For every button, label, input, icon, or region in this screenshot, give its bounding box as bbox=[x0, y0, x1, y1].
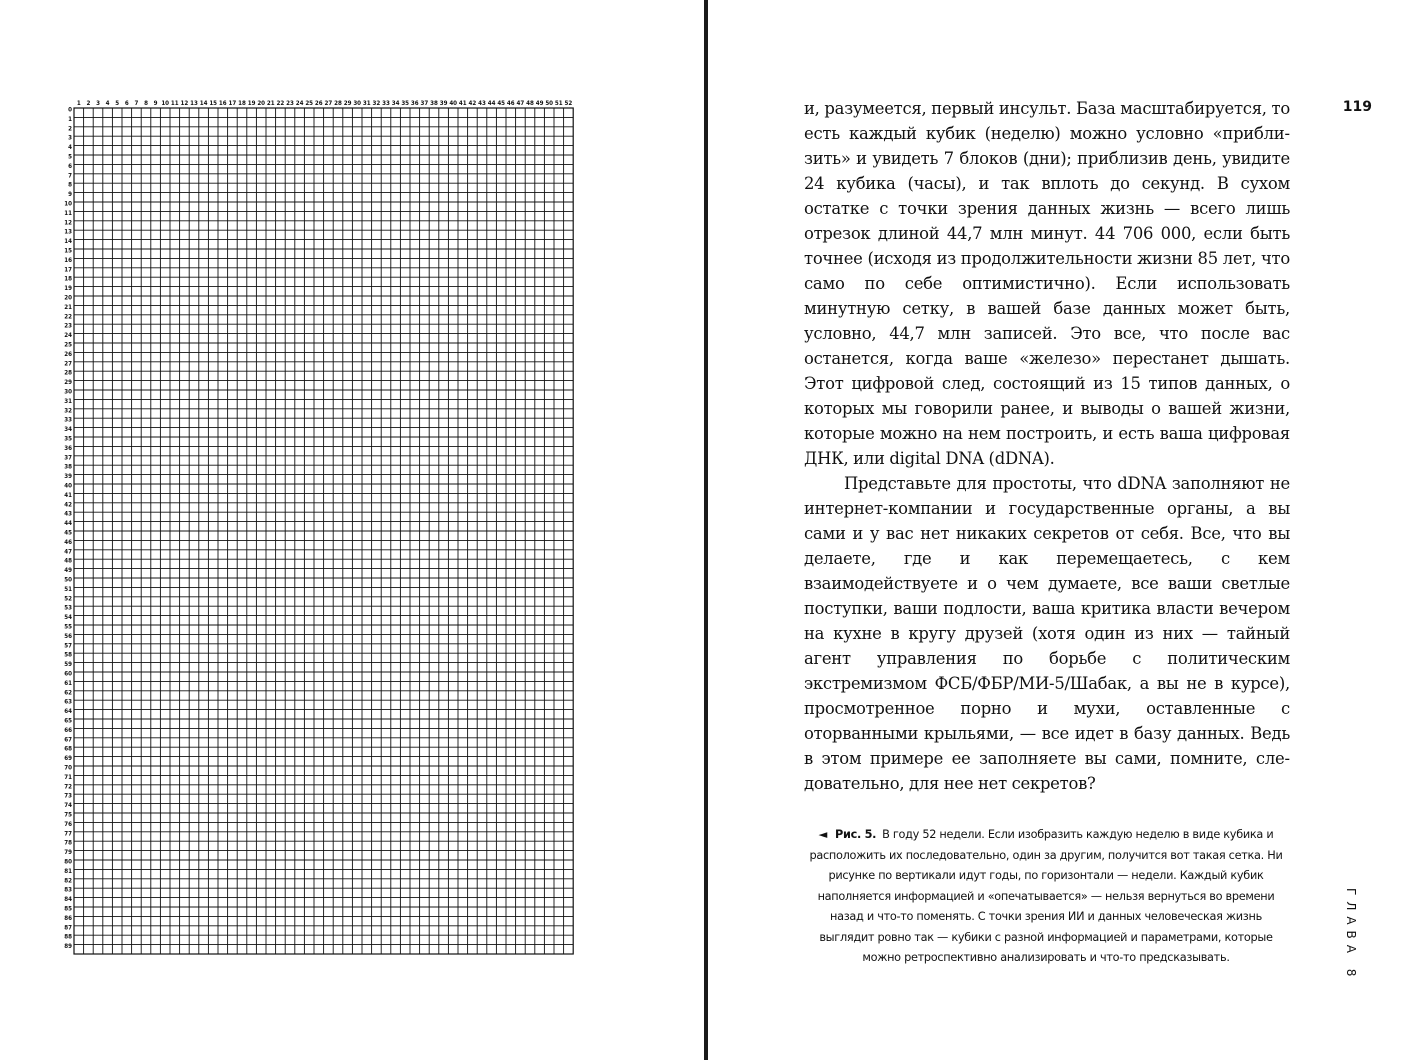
week-tick-label: 42 bbox=[468, 100, 477, 107]
week-tick-label: 19 bbox=[247, 100, 256, 107]
year-tick-label: 60 bbox=[64, 670, 72, 678]
page-number: 119 bbox=[1342, 99, 1372, 115]
week-tick-label: 16 bbox=[218, 100, 227, 107]
year-tick-label: 31 bbox=[64, 397, 72, 405]
year-tick-label: 89 bbox=[64, 943, 72, 951]
year-tick-label: 34 bbox=[64, 426, 72, 434]
year-tick-label: 43 bbox=[64, 510, 72, 518]
year-tick-label: 16 bbox=[64, 256, 72, 264]
year-tick-label: 61 bbox=[64, 679, 72, 687]
year-tick-label: 19 bbox=[64, 285, 72, 293]
week-tick-label: 32 bbox=[372, 100, 381, 107]
year-tick-label: 74 bbox=[64, 802, 72, 810]
week-tick-label: 52 bbox=[564, 100, 573, 107]
year-tick-label: 55 bbox=[64, 623, 72, 631]
year-tick-label: 54 bbox=[64, 614, 72, 622]
year-tick-label: 72 bbox=[64, 783, 72, 791]
year-tick-label: 27 bbox=[64, 360, 72, 368]
year-tick-label: 83 bbox=[64, 886, 72, 894]
year-tick-label: 12 bbox=[64, 219, 72, 227]
paragraph-1: и, разумеется, первый инсульт. База масштабируется, то есть каждый кубик (неделю) можно условно «приблизить» и увидеть 7 блоков (дни); приблизив день, увидите 24 кубика (часы), и так вплоть до секунд. В сухом остатке с точки зрения данных жизнь — всего лишь отрезок длиной 44,7 млн минут. 44 706 000, если быть точнее (исходя из продолжительности жизни 85 лет, что само по себе оптимистично). Если использовать минутную сетку, в вашей базе данных может быть, условно, 44,7 млн записей. Это все, что после вас останется, когда ваше «железо» перестанет дышать. Этот цифровой след, состоящий из 15 типов данных, о которых мы говорили ранее, и выводы о вашей жизни, которые можно на нем построить, и есть ваша цифровая ДНК, или digital DNA (dDNA). bbox=[804, 99, 1290, 468]
week-tick-label: 26 bbox=[314, 100, 323, 107]
week-tick-label: 40 bbox=[449, 100, 458, 107]
week-tick-label: 13 bbox=[190, 100, 198, 107]
week-tick-label: 3 bbox=[96, 100, 100, 107]
year-tick-label: 29 bbox=[64, 379, 72, 387]
year-tick-label: 78 bbox=[64, 839, 72, 847]
week-tick-label: 22 bbox=[276, 100, 285, 107]
caption-arrow-icon: ◄ bbox=[818, 828, 827, 841]
week-tick-label: 30 bbox=[353, 100, 362, 107]
year-tick-label: 58 bbox=[64, 651, 72, 659]
week-tick-label: 24 bbox=[295, 100, 304, 107]
left-page bbox=[0, 0, 704, 1060]
year-tick-label: 17 bbox=[64, 266, 72, 274]
week-tick-label: 46 bbox=[506, 100, 515, 107]
year-tick-label: 46 bbox=[64, 538, 72, 546]
year-tick-label: 49 bbox=[64, 567, 72, 575]
year-tick-label: 80 bbox=[64, 858, 72, 866]
week-tick-label: 48 bbox=[526, 100, 534, 107]
year-tick-label: 13 bbox=[64, 228, 72, 236]
right-page bbox=[708, 0, 1410, 1060]
year-tick-label: 57 bbox=[64, 642, 72, 650]
caption-label: Рис. 5. bbox=[834, 828, 877, 841]
year-tick-label: 5 bbox=[68, 153, 72, 161]
year-tick-label: 7 bbox=[68, 172, 72, 180]
week-tick-label: 39 bbox=[439, 100, 448, 107]
week-tick-label: 1 bbox=[76, 100, 81, 107]
week-tick-label: 45 bbox=[497, 100, 506, 107]
year-tick-label: 3 bbox=[68, 134, 72, 142]
week-tick-label: 23 bbox=[286, 100, 294, 107]
year-tick-label: 1 bbox=[68, 115, 72, 123]
week-tick-label: 20 bbox=[257, 100, 266, 107]
year-tick-label: 23 bbox=[64, 322, 72, 330]
year-tick-label: 63 bbox=[64, 698, 72, 706]
year-tick-label: 67 bbox=[64, 736, 72, 744]
year-tick-label: 45 bbox=[64, 529, 72, 537]
year-tick-label: 76 bbox=[64, 820, 72, 828]
year-tick-label: 56 bbox=[64, 632, 72, 640]
year-tick-label: 66 bbox=[64, 726, 72, 734]
year-tick-label: 81 bbox=[64, 867, 72, 875]
year-tick-label: 50 bbox=[64, 576, 72, 584]
year-tick-label: 65 bbox=[64, 717, 72, 725]
year-tick-label: 41 bbox=[64, 491, 72, 499]
year-tick-label: 8 bbox=[68, 181, 72, 189]
week-tick-label: 37 bbox=[420, 100, 429, 107]
year-tick-label: 0 bbox=[68, 106, 72, 114]
year-tick-label: 75 bbox=[64, 811, 72, 819]
year-tick-label: 15 bbox=[64, 247, 72, 255]
week-tick-label: 18 bbox=[238, 100, 246, 107]
year-tick-label: 77 bbox=[64, 830, 72, 838]
week-tick-label: 17 bbox=[228, 100, 237, 107]
week-tick-label: 44 bbox=[487, 100, 496, 107]
week-tick-label: 6 bbox=[124, 100, 129, 107]
year-tick-label: 22 bbox=[64, 313, 72, 321]
year-tick-label: 68 bbox=[64, 745, 72, 753]
week-tick-label: 36 bbox=[410, 100, 419, 107]
year-tick-label: 39 bbox=[64, 473, 72, 481]
figure-caption bbox=[806, 825, 1286, 969]
week-tick-label: 12 bbox=[180, 100, 189, 107]
year-tick-label: 25 bbox=[64, 341, 72, 349]
week-tick-label: 49 bbox=[535, 100, 544, 107]
week-tick-label: 21 bbox=[266, 100, 275, 107]
year-tick-label: 59 bbox=[64, 661, 72, 669]
year-tick-label: 20 bbox=[64, 294, 72, 302]
year-tick-label: 9 bbox=[68, 191, 72, 199]
week-tick-label: 25 bbox=[305, 100, 314, 107]
week-tick-label: 50 bbox=[545, 100, 554, 107]
year-tick-label: 6 bbox=[68, 162, 72, 170]
week-tick-label: 29 bbox=[343, 100, 352, 107]
year-tick-label: 70 bbox=[64, 764, 72, 772]
week-tick-label: 10 bbox=[161, 100, 170, 107]
week-tick-label: 7 bbox=[134, 100, 139, 107]
year-tick-label: 21 bbox=[64, 303, 72, 311]
year-tick-label: 69 bbox=[64, 755, 72, 763]
week-tick-label: 15 bbox=[209, 100, 218, 107]
week-tick-label: 35 bbox=[401, 100, 410, 107]
year-tick-label: 38 bbox=[64, 463, 72, 471]
year-tick-label: 10 bbox=[64, 200, 72, 208]
year-tick-label: 26 bbox=[64, 350, 72, 358]
year-tick-label: 62 bbox=[64, 689, 72, 697]
life-weeks-grid bbox=[56, 92, 580, 966]
year-tick-label: 14 bbox=[64, 238, 72, 246]
week-tick-label: 11 bbox=[170, 100, 179, 107]
week-tick-label: 8 bbox=[144, 100, 148, 107]
body-text bbox=[804, 96, 1290, 796]
year-tick-label: 86 bbox=[64, 914, 72, 922]
year-tick-label: 88 bbox=[64, 933, 72, 941]
week-tick-label: 4 bbox=[105, 100, 110, 107]
year-tick-label: 85 bbox=[64, 905, 72, 913]
year-tick-label: 32 bbox=[64, 407, 72, 415]
year-tick-label: 52 bbox=[64, 595, 72, 603]
year-tick-label: 53 bbox=[64, 604, 72, 612]
paragraph-2: Представьте для простоты, что dDNA заполняют не интернет-компании и государственные органы, а вы сами и у вас нет никаких секретов от себя. Все, что вы делаете, где и как перемещаетесь, с кем взаимодействуете и о чем думаете, все ваши светлые поступки, ваши подлости, ваша критика власти вечером на кухне в кругу друзей (хотя один из них — тайный агент управления по борьбе с политическим экстремизмом ФСБ/ФБР/МИ-5/Шабак, а вы не в курсе), просмотренное порно и мухи, оставленные с оторванными крыльями, — все идет в базу данных. Ведь в этом примере ее заполняете вы сами, помните, следовательно, для нее нет секретов? bbox=[804, 474, 1290, 793]
week-tick-label: 43 bbox=[478, 100, 486, 107]
year-tick-label: 11 bbox=[64, 209, 72, 217]
year-tick-label: 4 bbox=[68, 144, 72, 152]
year-tick-label: 18 bbox=[64, 275, 72, 283]
year-tick-label: 73 bbox=[64, 792, 72, 800]
year-tick-label: 51 bbox=[64, 585, 72, 593]
week-tick-label: 47 bbox=[516, 100, 525, 107]
year-tick-label: 48 bbox=[64, 557, 72, 565]
week-tick-label: 5 bbox=[115, 100, 120, 107]
year-tick-label: 42 bbox=[64, 501, 72, 509]
year-tick-label: 87 bbox=[64, 924, 72, 932]
year-tick-label: 71 bbox=[64, 773, 72, 781]
year-tick-label: 40 bbox=[64, 482, 72, 490]
year-tick-label: 28 bbox=[64, 369, 72, 377]
year-tick-label: 36 bbox=[64, 444, 72, 452]
year-tick-label: 64 bbox=[64, 708, 72, 716]
year-tick-label: 2 bbox=[68, 125, 72, 133]
year-tick-label: 47 bbox=[64, 548, 72, 556]
year-tick-label: 82 bbox=[64, 877, 72, 885]
week-tick-label: 33 bbox=[382, 100, 390, 107]
week-tick-label: 27 bbox=[324, 100, 333, 107]
year-tick-label: 30 bbox=[64, 388, 72, 396]
chapter-tag: ГЛАВА 8 bbox=[1344, 888, 1358, 983]
week-tick-label: 51 bbox=[554, 100, 563, 107]
week-tick-label: 34 bbox=[391, 100, 400, 107]
caption-text: В году 52 недели. Если изобразить каждую неделю в виде кубика и расположить их последовательно, один за другим, получится вот такая сетка. Ни рисунке по вертикали идут годы, по горизонтали — недели. Каждый кубик наполняется информацией и «опечатывается» — нельзя вернуться во времени назад и что-то поменять. С точки зрения ИИ и данных человеческая жизнь выглядит ровно так — кубики с разной информацией и параметрами, которые можно ретроспективно анализировать и что-то предсказывать. bbox=[809, 828, 1283, 964]
week-tick-label: 31 bbox=[362, 100, 371, 107]
week-tick-label: 38 bbox=[430, 100, 438, 107]
week-tick-label: 14 bbox=[199, 100, 208, 107]
year-tick-label: 37 bbox=[64, 454, 72, 462]
year-tick-label: 44 bbox=[64, 520, 72, 528]
week-tick-label: 2 bbox=[86, 100, 91, 107]
year-tick-label: 79 bbox=[64, 849, 72, 857]
week-tick-label: 9 bbox=[153, 100, 158, 107]
week-tick-label: 28 bbox=[334, 100, 342, 107]
year-tick-label: 35 bbox=[64, 435, 72, 443]
year-tick-label: 84 bbox=[64, 896, 72, 904]
year-tick-label: 33 bbox=[64, 416, 72, 424]
week-tick-label: 41 bbox=[458, 100, 467, 107]
year-tick-label: 24 bbox=[64, 332, 72, 340]
